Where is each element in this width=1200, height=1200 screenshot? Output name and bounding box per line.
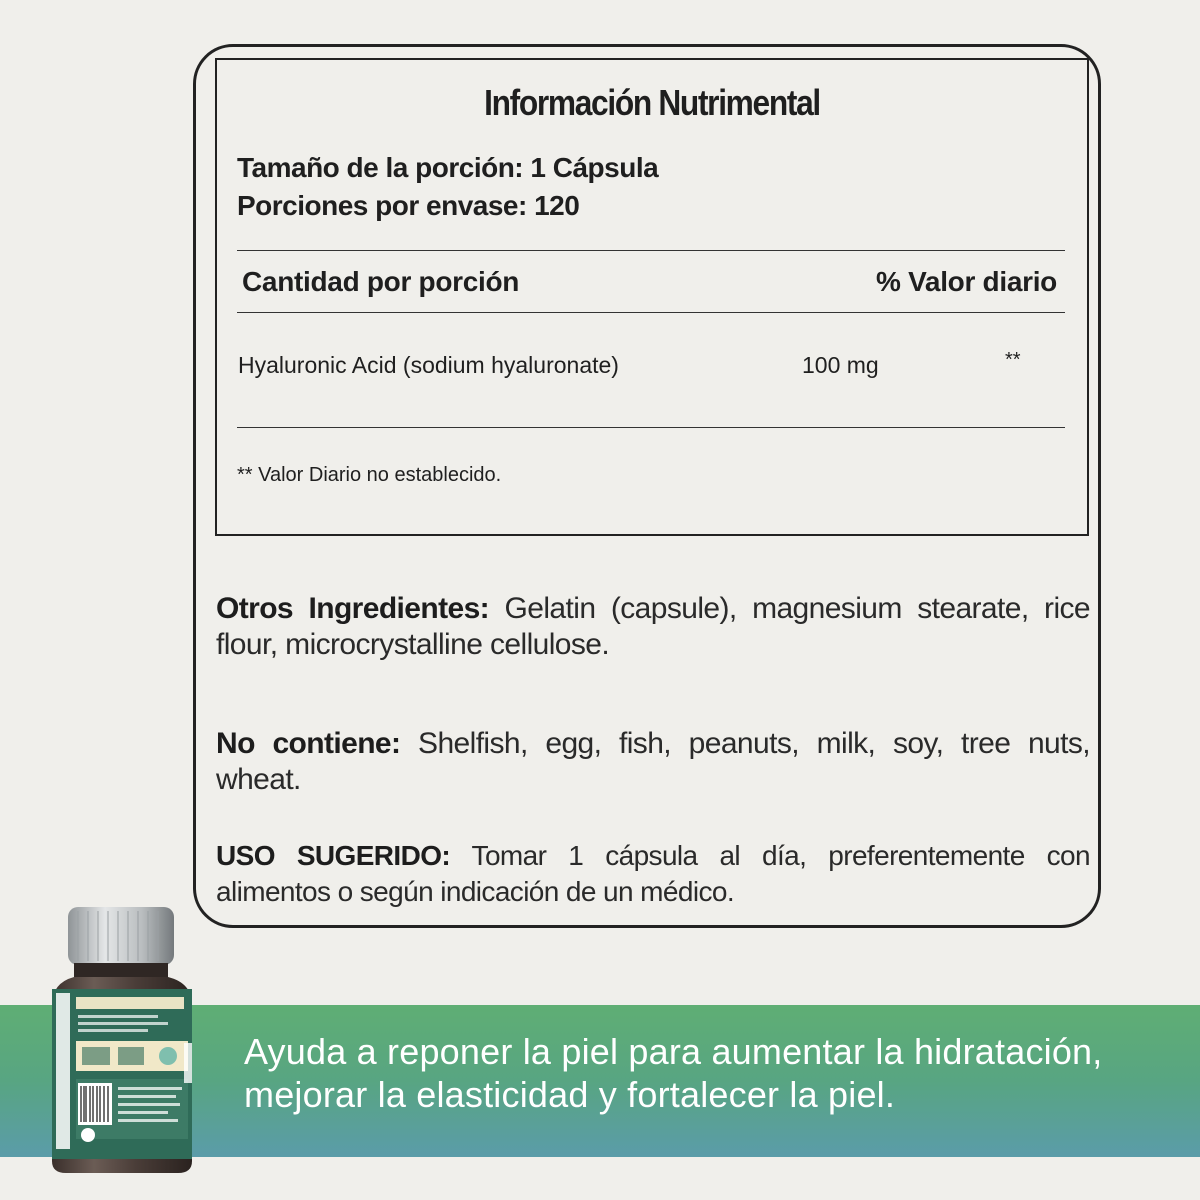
suggested-use-text: Tomar 1 cápsula al día, preferentemente con alimentos o según indicación de un médico. [216,840,1090,907]
supplement-bottle-icon [48,905,196,1175]
ingredient-amount: 100 mg [802,352,879,378]
other-ingredients [216,591,1090,663]
benefit-text: Ayuda a reponer la piel para aumentar la hidratación, mejorar la elasticidad y fortalecer la piel. [244,1031,1103,1115]
suggested-use [216,838,1090,910]
other-ingredients-text: Gelatin (capsule), magnesium stearate, rice flour, microcrystalline cellulose. [216,592,1090,661]
suggested-use-label: USO SUGERIDO: [216,840,451,871]
free-from-text: Shelfish, egg, fish, peanuts, milk, soy, tree nuts, wheat. [216,727,1090,796]
free-from-label: No contiene: [216,727,401,760]
daily-value-header: % Valor diario [876,266,1057,297]
servings-per-container: Porciones por envase: 120 [237,190,580,221]
divider [237,312,1065,313]
other-ingredients-label: Otros Ingredientes: [216,592,490,625]
facts-title: Información Nutrimental [484,82,820,123]
divider [237,250,1065,251]
divider [237,427,1065,428]
amount-per-serving-header: Cantidad por porción [242,266,520,297]
ingredient-name: Hyaluronic Acid (sodium hyaluronate) [238,352,619,378]
serving-size: Tamaño de la porción: 1 Cápsula [237,152,659,183]
ingredient-daily-value: ** [1005,349,1021,371]
footnote: ** Valor Diario no establecido. [237,464,502,486]
free-from [216,726,1090,798]
nutrition-facts-panel [215,58,1089,536]
